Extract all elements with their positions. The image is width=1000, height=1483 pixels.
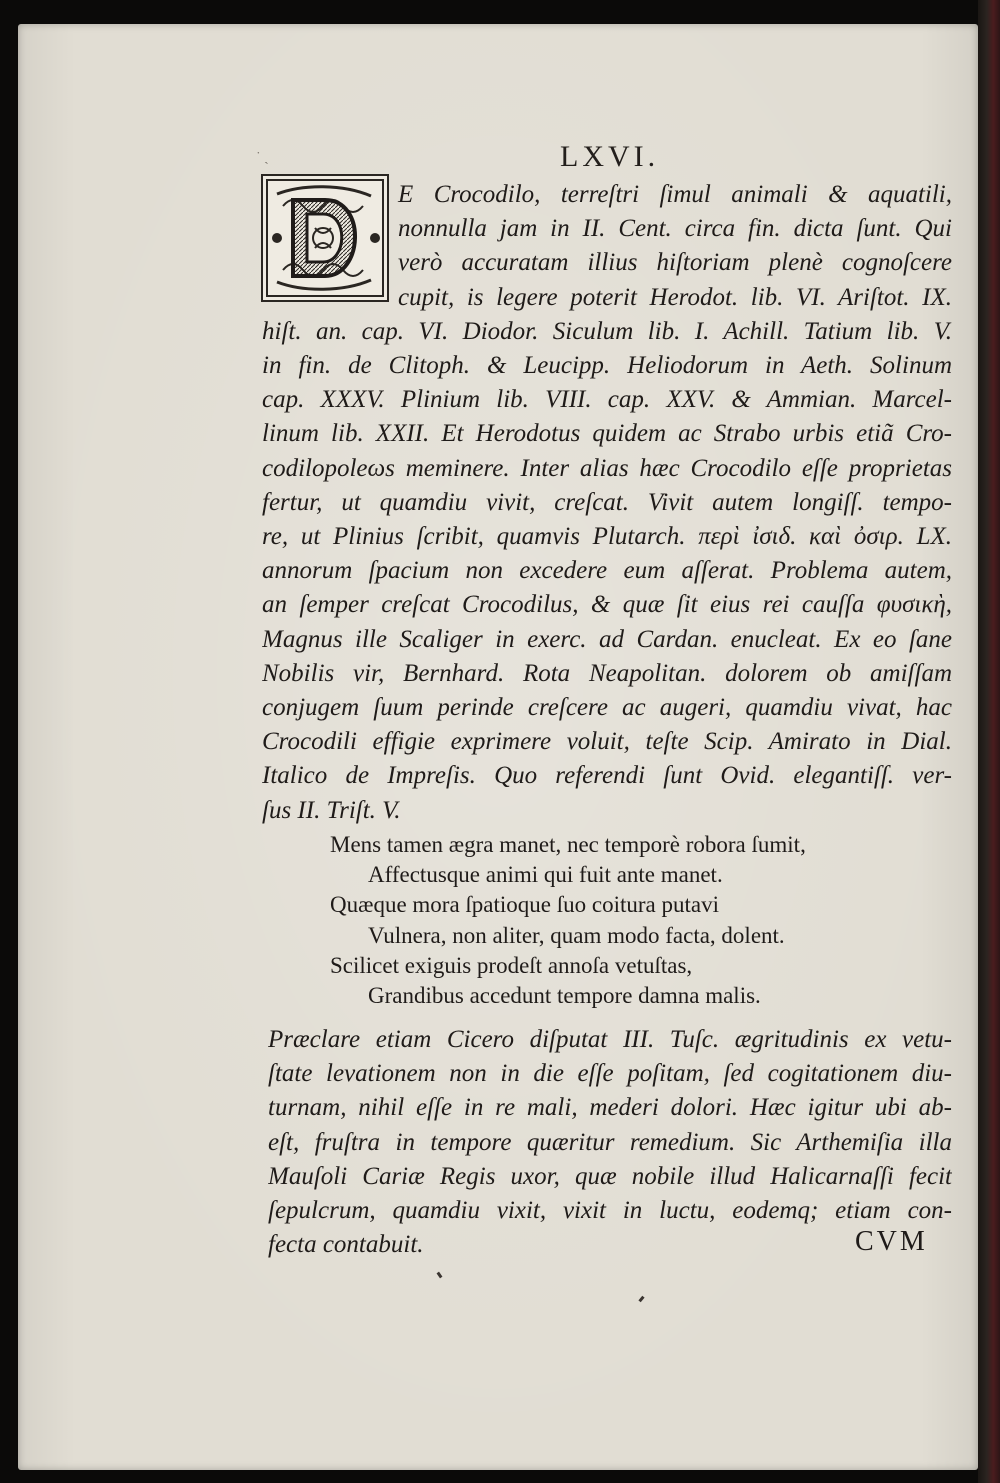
margin-mark: ˙ ˎ — [256, 150, 269, 165]
paragraph-2 — [268, 1023, 952, 1262]
text-line: conjugem ſuum perinde creſcere ac augeri, quamdiu vivat, hac — [262, 694, 952, 722]
verse-line: Affectusque animi qui fuit ante manet. — [368, 862, 723, 888]
page-number: LXVI. — [560, 140, 660, 173]
verse-line: Scilicet exiguis prodeſt annoſa vetuſtas, — [330, 952, 693, 978]
text-line: annorum ſpacium non excedere eum aſſerat. Problema autem, — [262, 557, 952, 585]
text-line: ſtate levationem non in die eſſe poſitam, ſed cogitationem diu- — [268, 1060, 952, 1088]
verse-line: Mens tamen ægra manet, nec temporè robora ſumit, — [330, 832, 806, 857]
text-line: ſus II. Triſt. V. — [262, 796, 401, 824]
text-line: fertur, ut quamdiu vivit, creſcat. Vivit autem longiſſ. tempo- — [262, 488, 952, 516]
text-line: Italico de Impreſis. Quo referendi ſunt Ovid. elegantiſſ. ver- — [262, 762, 952, 790]
text-line: Nobilis vir, Bernhard. Rota Neapolitan. dolorem ob amiſſam — [262, 659, 952, 687]
verse-line: Quæque mora ſpatioque ſuo coitura putavi — [330, 892, 719, 918]
verse-quotation — [330, 830, 950, 1011]
text-line: eſt, fruſtra in tempore quæritur remedium. Sic Arthemiſia illa — [268, 1128, 952, 1156]
text-line: codilopoleωs meminere. Inter alias hæc Crocodilo eſſe proprietas — [262, 454, 952, 482]
text-line: linum lib. XXII. Et Herodotus quidem ac Strabo urbis etiã Cro- — [262, 420, 952, 448]
verse-line: Vulnera, non aliter, quam modo facta, dolent. — [368, 922, 785, 948]
catchword: CVM — [855, 1226, 928, 1257]
text-line: fecta contabuit. — [268, 1231, 424, 1259]
book-spine-edge — [978, 0, 1000, 1483]
text-line: Magnus ille Scaliger in exerc. ad Cardan. enucleat. Ex eo ſane — [262, 625, 952, 653]
text-line: in fin. de Clitoph. & Leucipp. Heliodorum in Aeth. Solinum — [262, 352, 952, 380]
text-line: Mauſoli Cariæ Regis uxor, quæ nobile illud Halicarnaſſi fecit — [268, 1162, 952, 1190]
paragraph-1 — [262, 178, 952, 828]
text-line: cupit, is legere poterit Herodot. lib. VI. Ariſtot. IX. — [398, 283, 952, 311]
verse-line: Grandibus accedunt tempore damna malis. — [368, 983, 761, 1009]
text-line: verò accuratam illius hiſtoriam plenè cognoſcere — [398, 249, 952, 277]
text-line: cap. XXXV. Plinium lib. VIII. cap. XXV. & Ammian. Marcel- — [262, 386, 952, 414]
text-line: Præclare etiam Cicero diſputat III. Tuſc. ægritudinis ex vetu- — [268, 1026, 952, 1053]
text-line: re, ut Plinius ſcribit, quamvis Plutarch. περὶ ἰσιδ. καὶ ὀσιρ. LX. — [262, 523, 952, 551]
text-line: hiſt. an. cap. VI. Diodor. Siculum lib. I. Achill. Tatium lib. V. — [262, 317, 952, 345]
text-line: ſepulcrum, quamdiu vixit, vixit in luctu, eodemq; etiam con- — [268, 1197, 952, 1225]
text-line: an ſemper creſcat Crocodilus, & quæ ſit eius rei cauſſa φυσικὴ, — [262, 591, 952, 619]
text-line: E Crocodilo, terreſtri ſimul animali & aquatili, — [398, 181, 952, 208]
text-line: nonnulla jam in II. Cent. circa fin. dicta ſunt. Qui — [398, 215, 952, 243]
text-line: Crocodili effigie exprimere voluit, teſte Scip. Amirato in Dial. — [262, 728, 952, 756]
text-line: turnam, nihil eſſe in re mali, mederi dolori. Hæc igitur ubi ab- — [268, 1094, 952, 1122]
